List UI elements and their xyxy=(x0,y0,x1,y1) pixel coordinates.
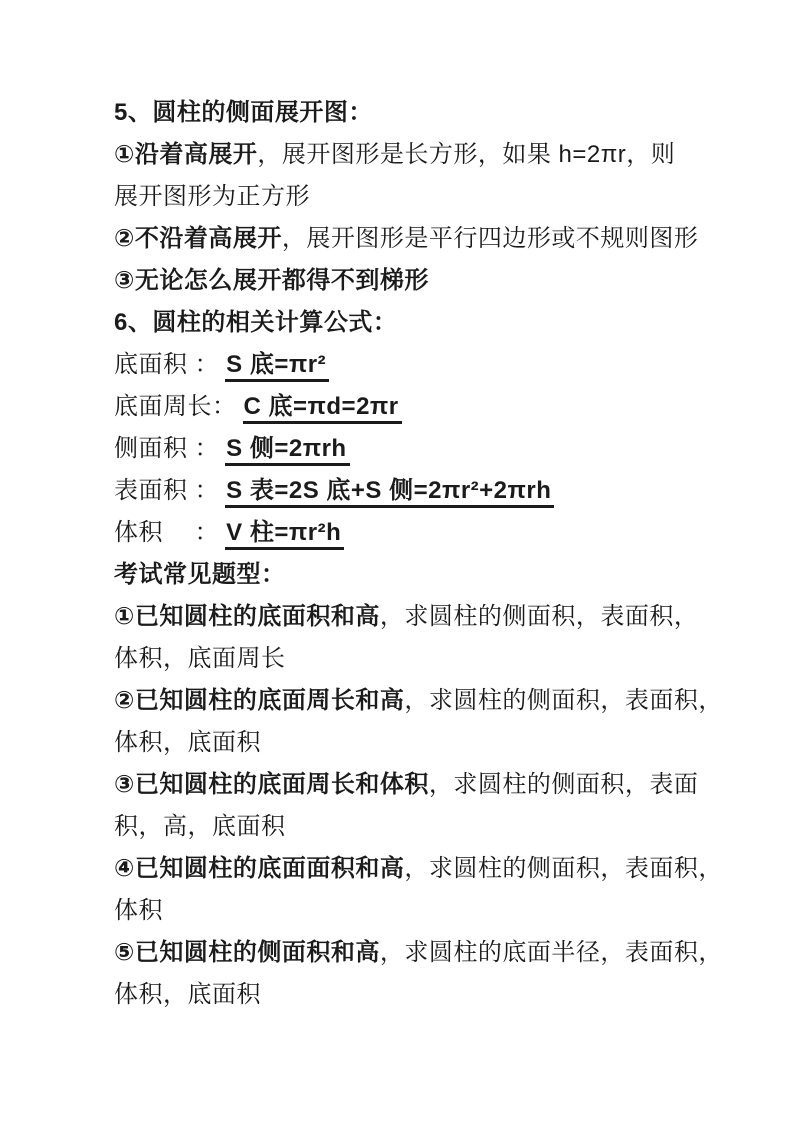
bold-lead-text: ③已知圆柱的底面周长和体积 xyxy=(114,771,429,798)
bold-lead-text: ①已知圆柱的底面积和高 xyxy=(114,603,380,630)
bold-lead-text: ①沿着高展开 xyxy=(114,141,258,168)
bold-lead-text: ②已知圆柱的底面周长和高 xyxy=(114,687,405,714)
formula-label: 体积 ： xyxy=(114,519,220,546)
formula-base-area xyxy=(114,344,723,386)
formula-label: 底面周长： xyxy=(114,393,237,420)
heading-text: 6、圆柱的相关计算公式： xyxy=(114,309,398,336)
bold-text: ③无论怎么展开都得不到梯形 xyxy=(114,267,429,294)
heading-section-5 xyxy=(114,92,723,134)
question-type-2 xyxy=(114,680,723,722)
heading-section-6 xyxy=(114,302,723,344)
question-type-1-continuation xyxy=(114,638,723,680)
question-type-2-continuation xyxy=(114,722,723,764)
formula-lateral-area xyxy=(114,428,723,470)
body-text: ，求圆柱的侧面积，表面 xyxy=(428,771,699,798)
formula-text: C 底=πd=2πr xyxy=(243,393,402,424)
question-type-1 xyxy=(114,596,723,638)
question-type-3-continuation xyxy=(114,806,723,848)
body-text: ，求圆柱的侧面积，表面积， xyxy=(404,687,723,714)
question-type-3 xyxy=(114,764,723,806)
body-text: 积，高，底面积 xyxy=(114,813,286,840)
body-text: 体积，底面积 xyxy=(114,981,261,1008)
formula-surface-area xyxy=(114,470,723,512)
heading-text: 考试常见题型： xyxy=(114,561,286,588)
body-text: ，展开图形是平行四边形或不规则图形 xyxy=(281,225,699,252)
question-type-4-continuation xyxy=(114,890,723,932)
question-type-5-continuation xyxy=(114,974,723,1016)
body-text: ，求圆柱的侧面积，表面积， xyxy=(379,603,699,630)
formula-label: 底面积 ： xyxy=(114,351,220,378)
formula-text: V 柱=πr²h xyxy=(225,519,344,550)
body-text: ，展开图形是长方形，如果 h=2πr，则 xyxy=(257,141,676,168)
formula-text: S 表=2S 底+S 侧=2πr²+2πrh xyxy=(225,477,554,508)
body-text: ，求圆柱的侧面积，表面积， xyxy=(404,855,723,882)
formula-text: S 底=πr² xyxy=(225,351,329,382)
body-text: 体积，底面积 xyxy=(114,729,261,756)
point-1-unfold-along-height xyxy=(114,134,723,176)
point-3-no-trapezoid xyxy=(114,260,723,302)
body-text: ，求圆柱的底面半径，表面积， xyxy=(379,939,723,966)
formula-text: S 侧=2πrh xyxy=(225,435,349,466)
bold-lead-text: ④已知圆柱的底面面积和高 xyxy=(114,855,405,882)
point-1-continuation xyxy=(114,176,723,218)
question-type-5 xyxy=(114,932,723,974)
formula-label: 侧面积 ： xyxy=(114,435,220,462)
point-2-not-along-height xyxy=(114,218,723,260)
heading-exam-question-types xyxy=(114,554,723,596)
body-text: 体积，底面周长 xyxy=(114,645,286,672)
bold-lead-text: ⑤已知圆柱的侧面积和高 xyxy=(114,939,380,966)
question-type-4 xyxy=(114,848,723,890)
formula-volume xyxy=(114,512,723,554)
bold-lead-text: ②不沿着高展开 xyxy=(114,225,282,252)
formula-base-circumference xyxy=(114,386,723,428)
body-text: 体积 xyxy=(114,897,163,924)
formula-label: 表面积 ： xyxy=(114,477,220,504)
body-text: 展开图形为正方形 xyxy=(114,183,310,210)
heading-text: 5、圆柱的侧面展开图： xyxy=(114,99,373,126)
